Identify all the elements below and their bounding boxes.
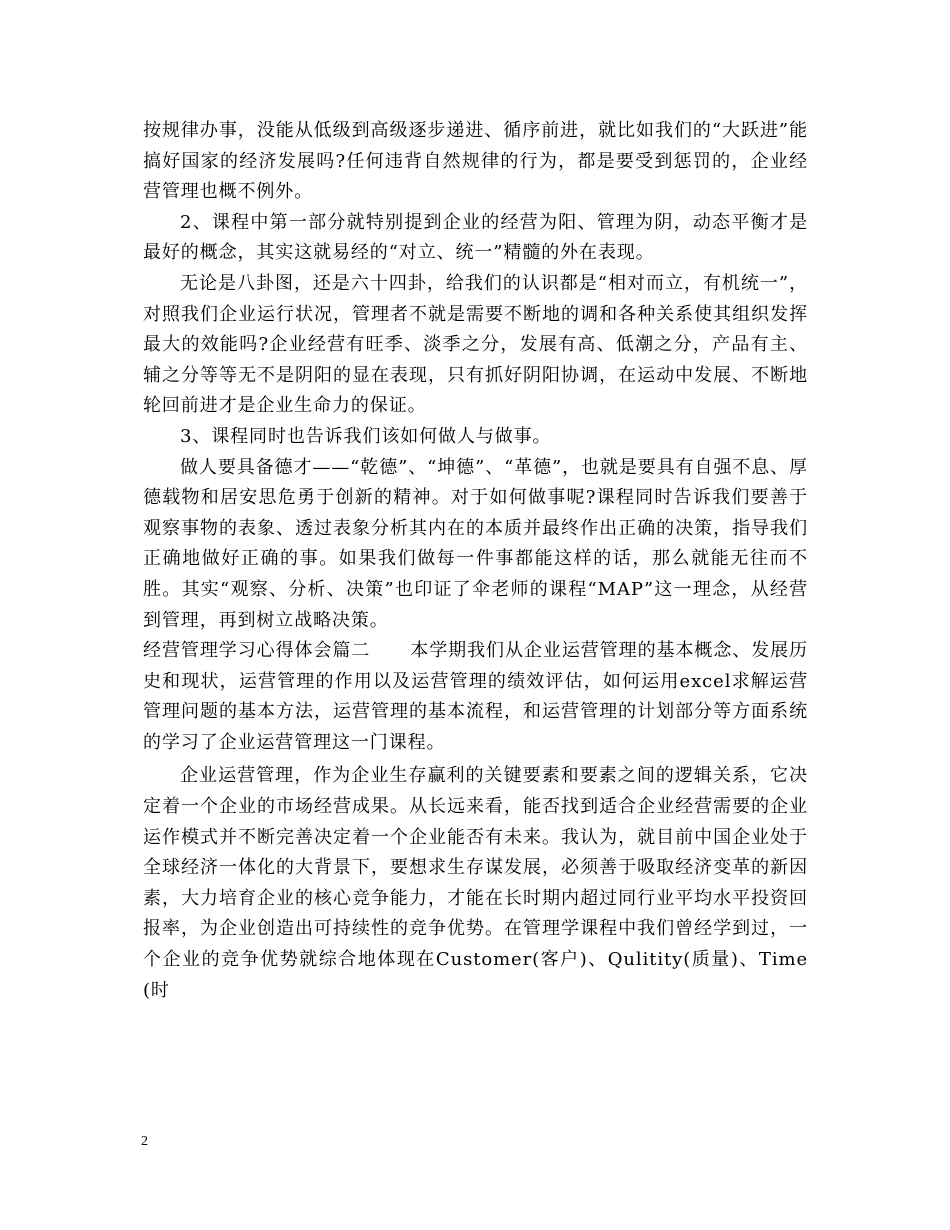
document-body bbox=[143, 116, 808, 1006]
page-number: 2 bbox=[141, 1134, 148, 1149]
paragraph: 企业运营管理，作为企业生存赢利的关键要素和要素之间的逻辑关系，它决定着一个企业的市场经营成果。从长远来看，能否找到适合企业经营需要的企业运作模式并不断完善决定着一个企业能否有未来。我认为，就目前中国企业处于全球经济一体化的大背景下，要想求生存谋发展，必须善于吸取经济变革的新因素，大力培育企业的核心竞争能力，才能在长时期内超过同行业平均水平投资回报率，为企业创造出可持续性的竞争优势。在管理学课程中我们曾经学到过，一个企业的竞争优势就综合地体现在Customer(客户)、Qulitity(质量)、Time(时 bbox=[143, 765, 808, 1001]
paragraph: 无论是八卦图，还是六十四卦，给我们的认识都是“相对而立，有机统一”，对照我们企业运行状况，管理者不就是需要不断地的调和各种关系使其组织发挥最大的效能吗?企业经营有旺季、淡季之分，发展有高、低潮之分，产品有主、辅之分等等无不是阴阳的显在表现，只有抓好阴阳协调，在运动中发展、不断地轮回前进才是企业生命力的保证。 bbox=[143, 272, 808, 417]
section-first-text: 本学期我们从企业运营管理的基本概念、发展历史和现状，运营管理的作用以及运营管理的绩效评估，如何运用excel求解运营管理问题的基本方法，运营管理的基本流程，和运营管理的计划部分等方面系统的学习了企业运营管理这一门课程。 bbox=[143, 640, 808, 753]
paragraph: 2、课程中第一部分就特别提到企业的经营为阳、管理为阴，动态平衡才是最好的概念，其实这就易经的“对立、统一”精髓的外在表现。 bbox=[143, 211, 808, 264]
section-heading: 经营管理学习心得体会篇二 bbox=[143, 640, 371, 662]
section-paragraph bbox=[143, 636, 808, 758]
paragraph: 做人要具备德才——“乾德”、“坤德”、“革德”，也就是要具有自强不息、厚德载物和居安思危勇于创新的精神。对于如何做事呢?课程同时告诉我们要善于观察事物的表象、透过表象分析其内在的本质并最终作出正确的决策，指导我们正确地做好正确的事。如果我们做每一件事都能这样的话，那么就能无往而不胜。其实“观察、分析、决策”也印证了伞老师的课程“MAP”这一理念，从经营到管理，再到树立战略决策。 bbox=[143, 456, 808, 631]
paragraph: 按规律办事，没能从低级到高级逐步递进、循序前进，就比如我们的“大跃进”能搞好国家的经济发展吗?任何违背自然规律的行为，都是要受到惩罚的，企业经营管理也概不例外。 bbox=[143, 120, 808, 203]
paragraph: 3、课程同时也告诉我们该如何做人与做事。 bbox=[180, 425, 552, 447]
